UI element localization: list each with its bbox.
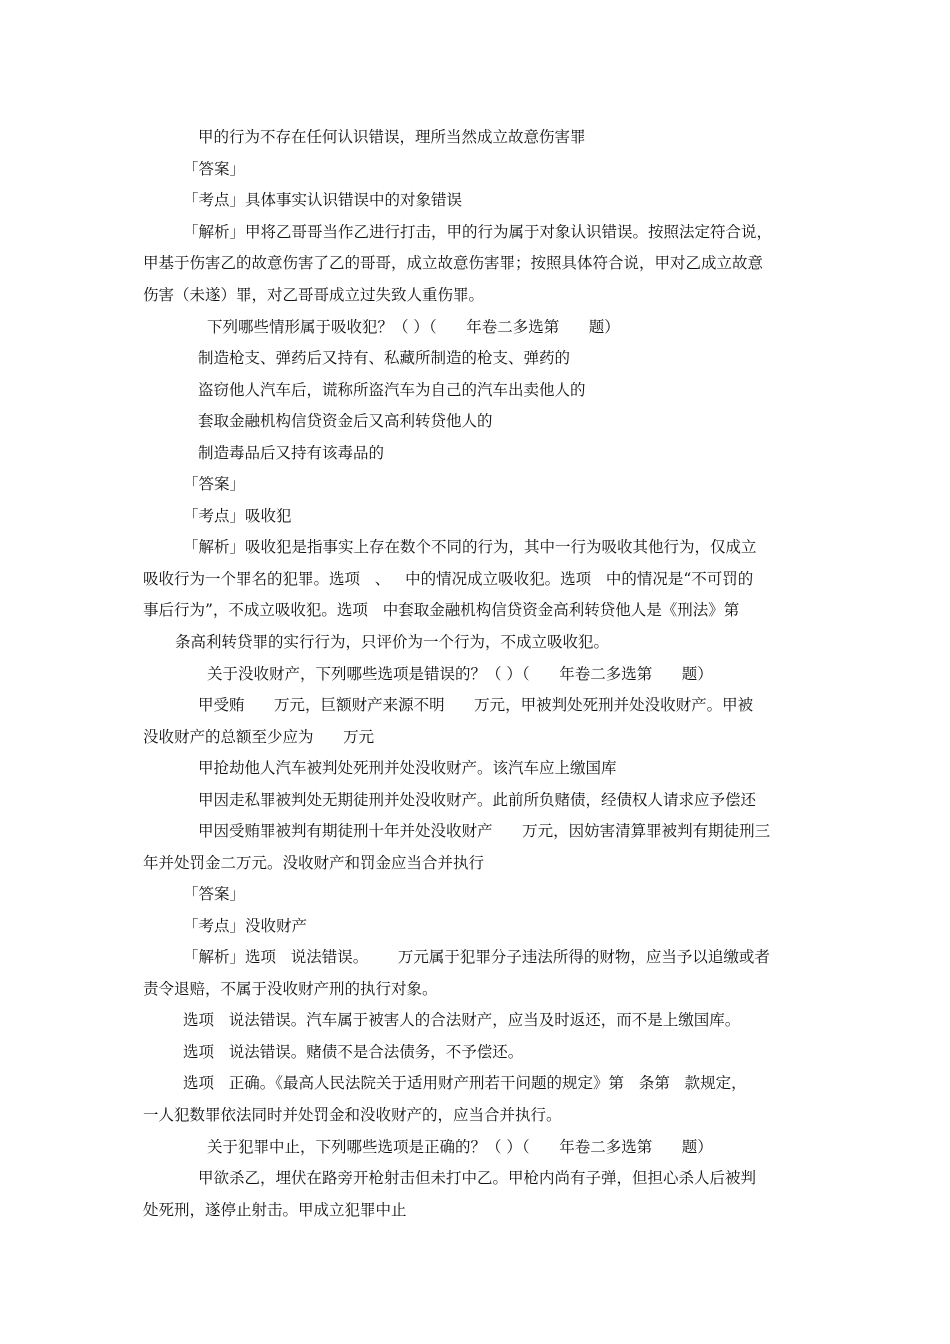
option-line: 甲因走私罪被判处无期徒刑并处没收财产。此前所负赌债，经债权人请求应予偿还: [198, 791, 757, 809]
text-line: 年并处罚金二万元。没收财产和罚金应当合并执行: [143, 854, 485, 872]
text-line: 甲的行为不存在任何认识错误，理所当然成立故意伤害罪: [198, 128, 586, 146]
analysis-line: 选项 正确。《最高人民法院关于适用财产刑若干问题的规定》第 条第 款规定，: [183, 1074, 747, 1092]
option-line: 盗窃他人汽车后，谎称所盗汽车为自己的汽车出卖他人的: [198, 381, 586, 399]
analysis-line: 选项 说法错误。赌债不是合法债务，不予偿还。: [183, 1043, 524, 1061]
text-line: 没收财产的总额至少应为 万元: [143, 728, 375, 746]
analysis-line: 「解析」选项 说法错误。 万元属于犯罪分子违法所得的财物，应当予以追缴或者: [183, 948, 770, 966]
answer-label: 「答案」: [183, 160, 246, 178]
text-line: 处死刑，遂停止射击。甲成立犯罪中止: [143, 1201, 407, 1219]
text-line: 吸收行为一个罪名的犯罪。选项 、 中的情况成立吸收犯。选项 中的情况是“不可罚的: [143, 570, 754, 588]
text-line: 事后行为”，不成立吸收犯。选项 中套取金融机构信贷资金高利转贷他人是《刑法》第: [143, 601, 740, 619]
text-line: 甲基于伤害乙的故意伤害了乙的哥哥，成立故意伤害罪；按照具体符合说，甲对乙成立故意: [143, 254, 764, 272]
option-line: 制造毒品后又持有该毒品的: [198, 444, 385, 462]
option-line: 甲抢劫他人汽车被判处死刑并处没收财产。该汽车应上缴国库: [198, 759, 617, 777]
question-line: 下列哪些情形属于吸收犯？（ ）（ 年卷二多选第 题）: [207, 318, 620, 336]
key-point-line: 「考点」具体事实认识错误中的对象错误: [183, 191, 463, 209]
option-line: 甲因受贿罪被判有期徒刑十年并处没收财产 万元，因妨害清算罪被判有期徒刑三: [198, 822, 771, 840]
text-line: 责令退赔，不属于没收财产刑的执行对象。: [143, 980, 438, 998]
analysis-line: 选项 说法错误。汽车属于被害人的合法财产，应当及时返还，而不是上缴国库。: [183, 1011, 741, 1029]
answer-label: 「答案」: [183, 885, 246, 903]
key-point-line: 「考点」没收财产: [183, 917, 308, 935]
option-line: 制造枪支、弹药后又持有、私藏所制造的枪支、弹药的: [198, 349, 571, 367]
key-point-line: 「考点」吸收犯: [183, 507, 292, 525]
option-line: 甲欲杀乙，埋伏在路旁开枪射击但未打中乙。甲枪内尚有子弹，但担心杀人后被判: [198, 1169, 757, 1187]
question-line: 关于犯罪中止，下列哪些选项是正确的？（ ）（ 年卷二多选第 题）: [207, 1138, 713, 1156]
text-line: 条高利转贷罪的实行行为，只评价为一个行为，不成立吸收犯。: [175, 633, 610, 651]
option-line: 套取金融机构信贷资金后又高利转贷他人的: [198, 412, 493, 430]
analysis-line: 「解析」甲将乙哥哥当作乙进行打击，甲的行为属于对象认识错误。按照法定符合说，: [183, 223, 773, 241]
answer-label: 「答案」: [183, 475, 246, 493]
question-line: 关于没收财产，下列哪些选项是错误的？（ ）（ 年卷二多选第 题）: [207, 665, 713, 683]
option-line: 甲受贿 万元，巨额财产来源不明 万元，甲被判处死刑并处没收财产。甲被: [198, 696, 754, 714]
text-line: 伤害（未遂）罪，对乙哥哥成立过失致人重伤罪。: [143, 286, 485, 304]
analysis-line: 「解析」吸收犯是指事实上存在数个不同的行为，其中一行为吸收其他行为，仅成立: [183, 538, 757, 556]
text-line: 一人犯数罪依法同时并处罚金和没收财产的，应当合并执行。: [143, 1106, 562, 1124]
